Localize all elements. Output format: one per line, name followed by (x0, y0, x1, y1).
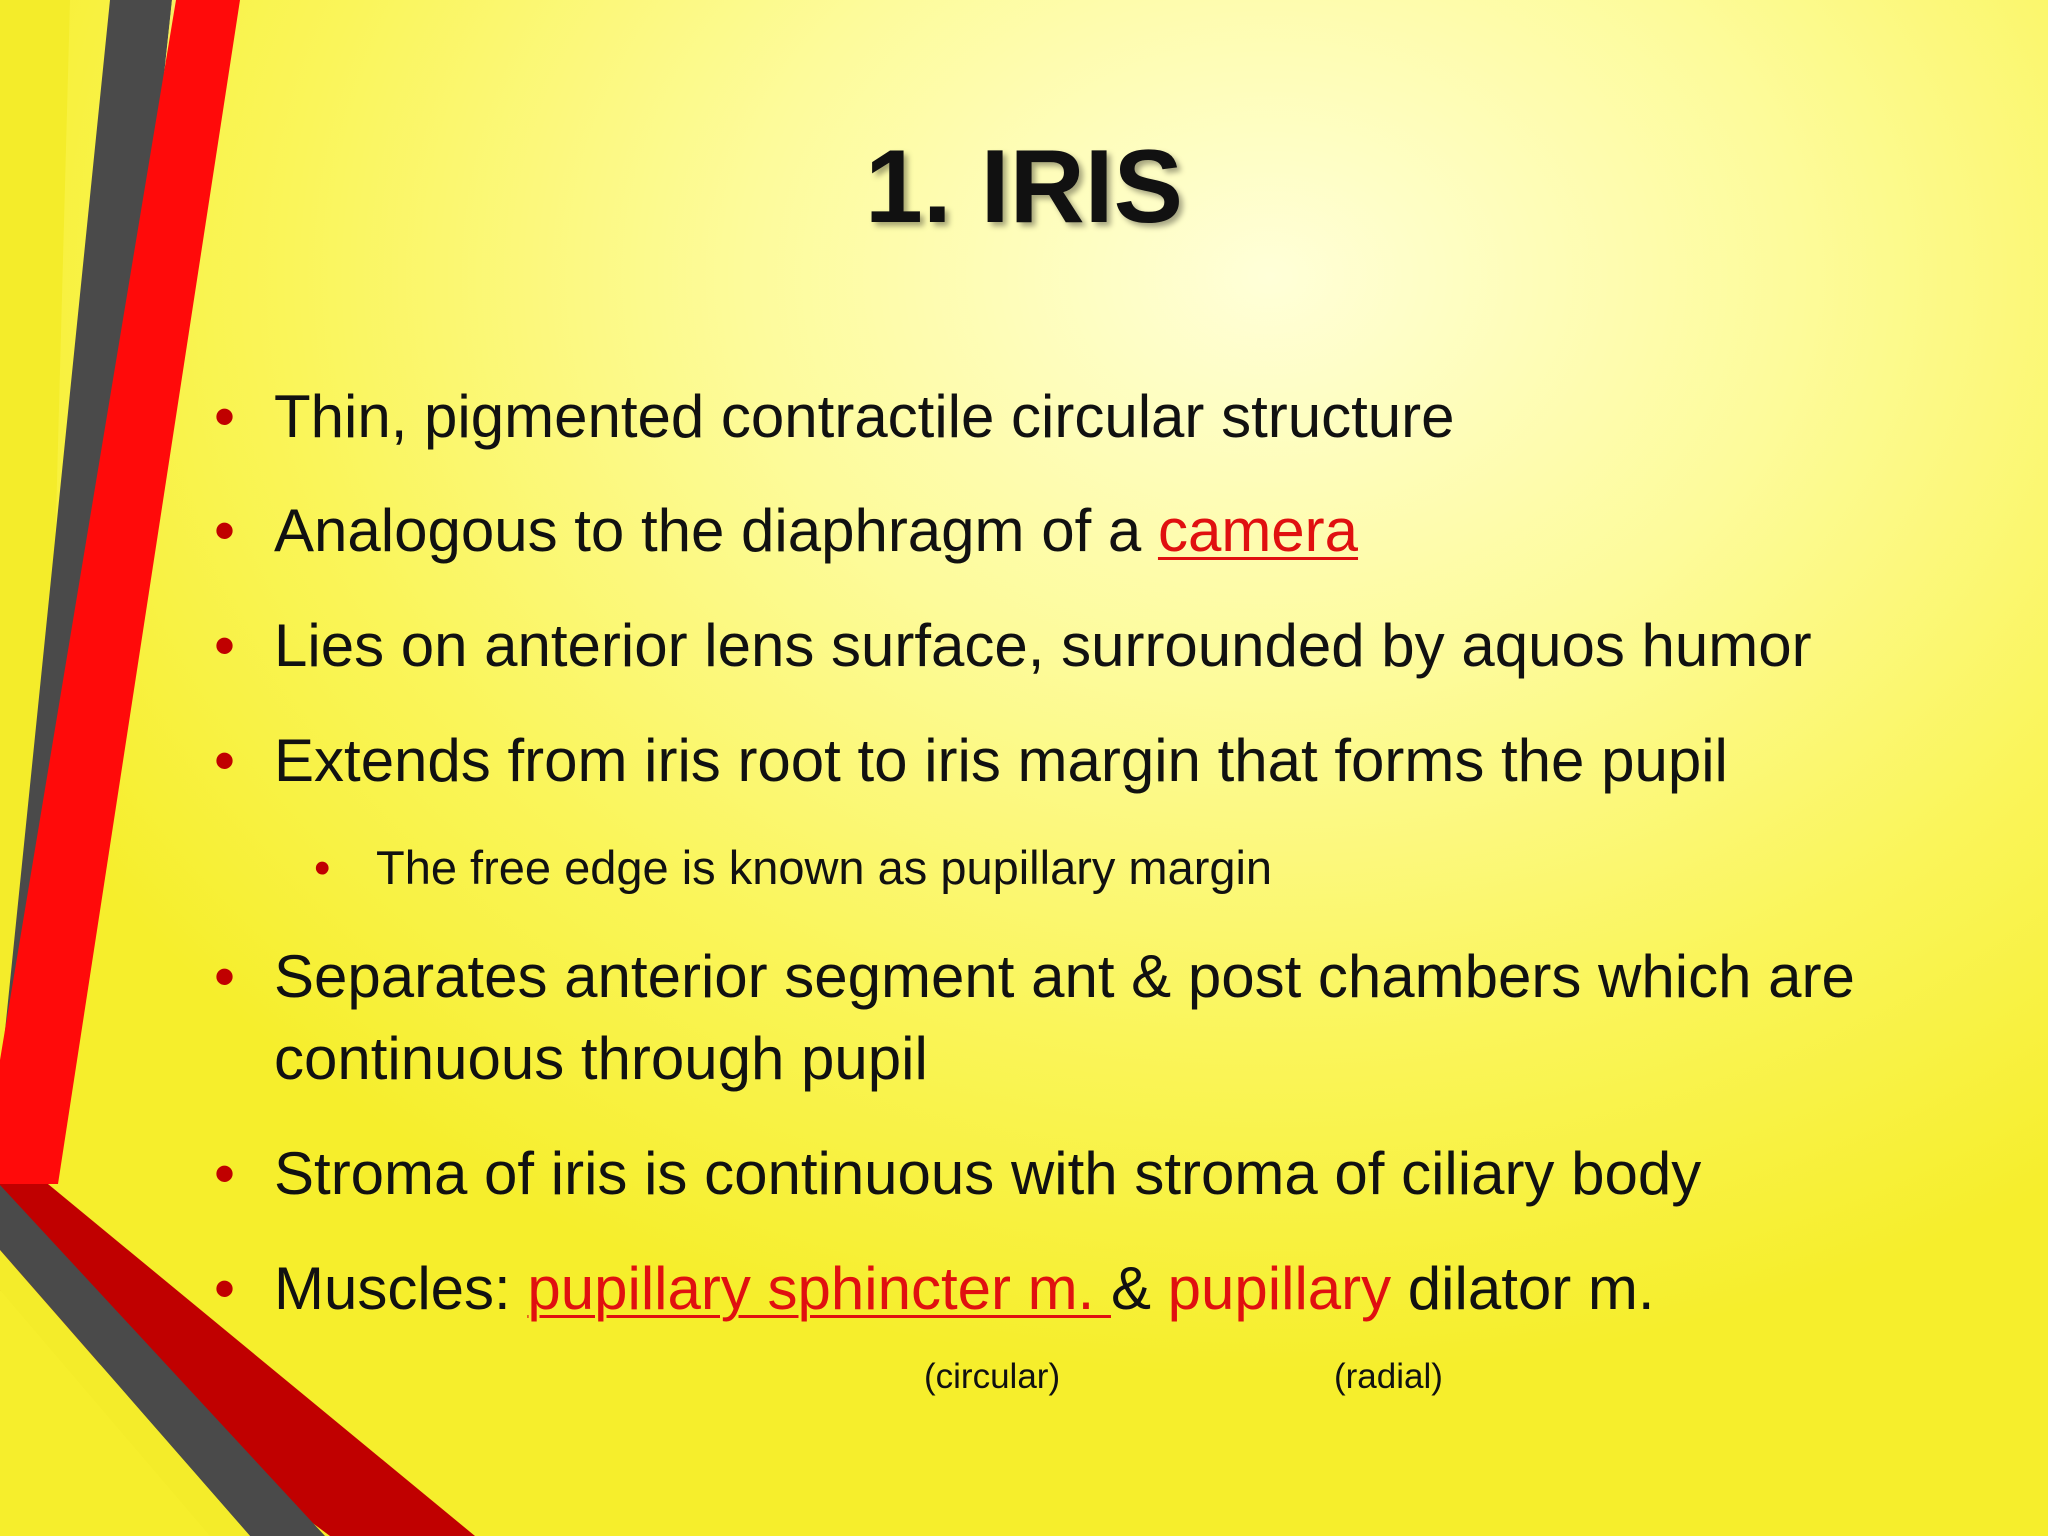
bullet-item (214, 605, 1994, 687)
muscles-suffix: dilator m. (1391, 1255, 1655, 1322)
bullet-item (214, 1248, 1994, 1330)
bullet-text: Lies on anterior lens surface, surrounded by aquos humor (274, 612, 1812, 679)
bullet-item (214, 936, 1994, 1100)
bullet-text-line1: Separates anterior segment ant & post chambers which are (274, 943, 1855, 1010)
radial-note: (radial) (1334, 1357, 1443, 1396)
bullet-dot-icon: • (214, 1255, 236, 1322)
camera-link[interactable]: camera (1157, 497, 1359, 564)
sphincter-link[interactable]: pupillary sphincter m. (527, 1255, 1111, 1322)
muscles-prefix: Muscles: (274, 1255, 528, 1322)
bullet-text: Extends from iris root to iris margin that forms the pupil (274, 727, 1728, 794)
bullet-text-line2: continuous through pupil (274, 1025, 928, 1092)
circular-note: (circular) (924, 1357, 1061, 1396)
bullet-item (214, 376, 1994, 458)
bullet-dot-icon: • (214, 943, 236, 1010)
bullet-dot-icon: • (214, 727, 236, 794)
sub-bullet-item (314, 838, 1876, 898)
bullet-dot-icon: • (214, 383, 236, 450)
bullet-item (214, 1133, 1994, 1215)
bullet-dot-icon: • (314, 841, 331, 894)
muscles-amp: & (1110, 1255, 1168, 1322)
bullet-text: Analogous to the diaphragm of a (274, 497, 1158, 564)
bullet-text: Stroma of iris is continuous with stroma of ciliary body (274, 1140, 1702, 1207)
dilator-term: pupillary (1167, 1255, 1392, 1322)
bullet-item (214, 720, 1994, 802)
bullet-item (214, 490, 1994, 572)
sub-bullet-text: The free edge is known as pupillary margin (376, 841, 1273, 894)
bullet-dot-icon: • (214, 1140, 236, 1207)
bullet-dot-icon: • (214, 612, 236, 679)
bullet-dot-icon: • (214, 497, 236, 564)
bullet-text: Thin, pigmented contractile circular structure (274, 383, 1455, 450)
slide-title: 1. IRIS (865, 129, 1183, 245)
